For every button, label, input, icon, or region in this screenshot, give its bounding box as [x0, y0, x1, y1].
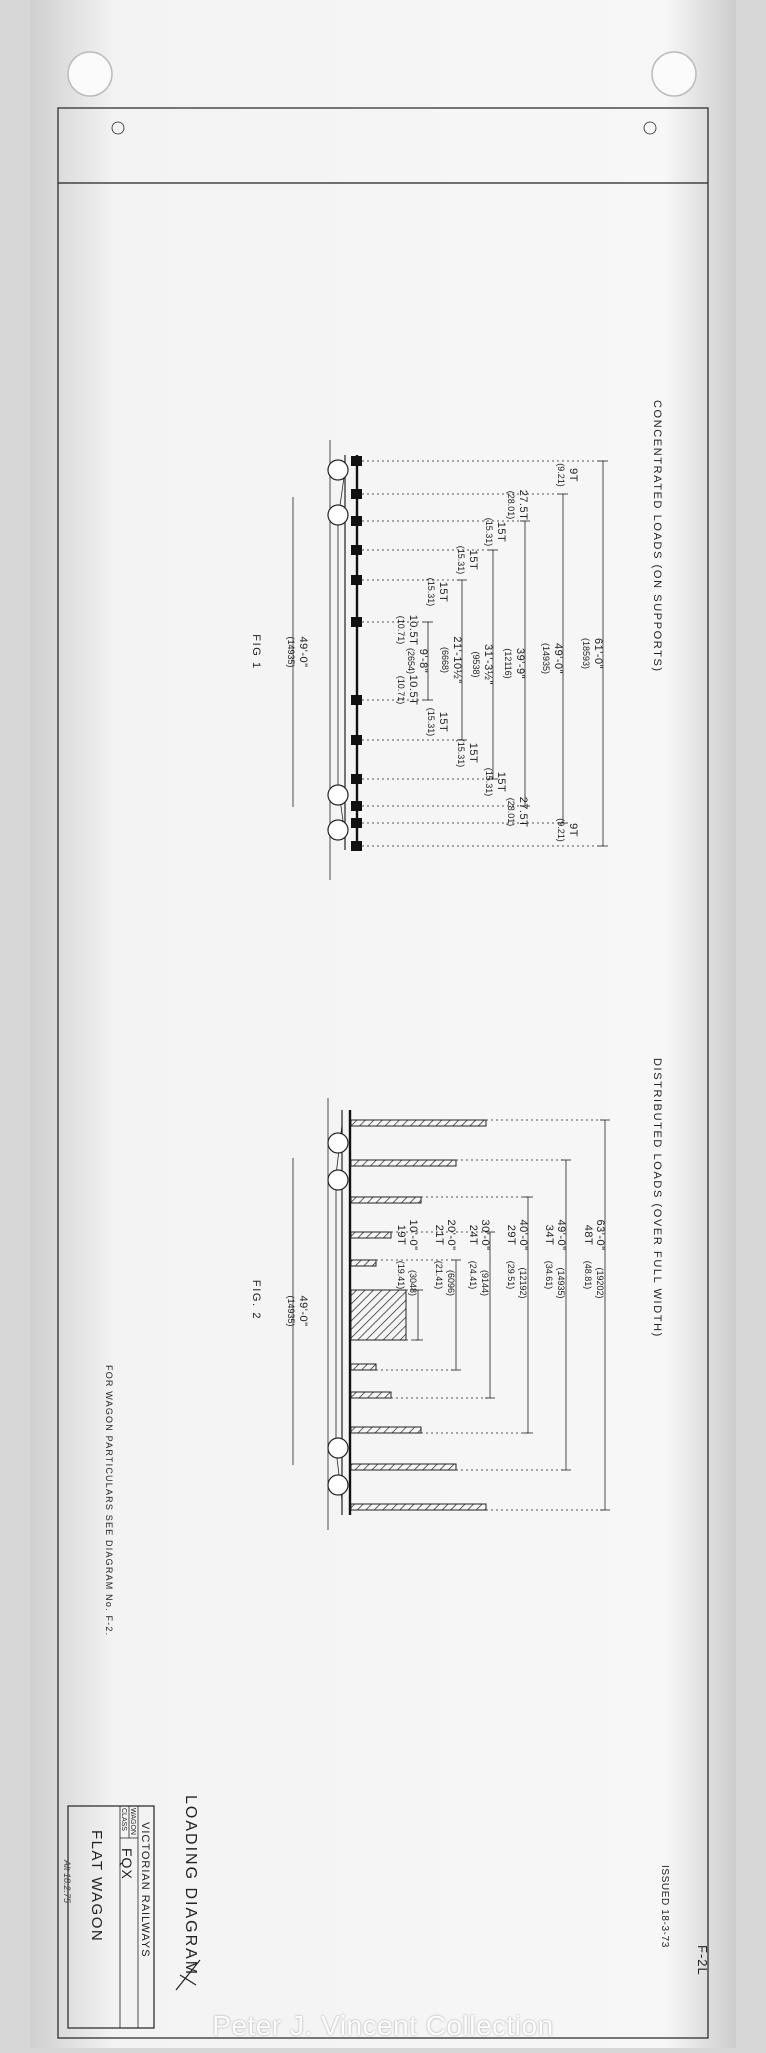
load-band-end	[351, 1427, 421, 1433]
load-band-start	[351, 1232, 391, 1238]
fig2-caption: FIG. 2	[250, 1279, 262, 1321]
band-length-metric: (3048)	[408, 1269, 418, 1297]
wheel	[328, 1438, 348, 1458]
band-length: 40'-0"	[517, 1219, 529, 1251]
fig1-caption: FIG 1	[250, 634, 262, 670]
band-load: 24T	[467, 1224, 479, 1246]
load-value: 15T	[467, 549, 479, 571]
support-block	[351, 818, 362, 828]
support-block	[351, 456, 362, 466]
class-label: CLASS	[120, 1808, 127, 1831]
load-value-metric: (15.31)	[456, 545, 466, 575]
load-value-metric: (15.31)	[484, 767, 494, 797]
wheel	[328, 1133, 348, 1153]
support-block	[351, 774, 362, 784]
load-band-centre	[351, 1290, 406, 1340]
band-load-metric: (24.41)	[468, 1260, 478, 1290]
band-load-metric: (21.41)	[434, 1260, 444, 1290]
load-value: 15T	[437, 711, 449, 733]
support-block	[351, 545, 362, 555]
wagon-label: WAGON	[129, 1808, 136, 1835]
wheel	[328, 785, 348, 805]
dimension-value-metric: (6668)	[440, 646, 450, 674]
dimension-value: 21'-10½"	[451, 636, 463, 684]
load-band-start	[351, 1260, 376, 1266]
band-length: 63'-0"	[594, 1219, 606, 1251]
wheel	[328, 1170, 348, 1190]
footnote: FOR WAGON PARTICULARS SEE DIAGRAM No. F-2.	[104, 1365, 114, 1637]
fig2-bogie-centres: 49'-0"	[297, 1295, 309, 1327]
support-block	[351, 575, 362, 585]
punch-hole-right	[652, 52, 696, 96]
load-value: 10.5T	[407, 674, 419, 706]
fig1-bogie-centres-metric: (14935)	[286, 636, 296, 668]
load-value-metric: (9.21)	[556, 463, 566, 487]
band-load: 19T	[395, 1224, 407, 1246]
band-length-metric: (6096)	[446, 1269, 456, 1297]
load-value: 9T	[567, 823, 579, 837]
fig1-heading: CONCENTRATED LOADS (ON SUPPORTS)	[651, 400, 663, 673]
support-block	[351, 489, 362, 499]
dimension-value: 31'-3½"	[482, 644, 494, 685]
band-load-metric: (34.61)	[544, 1260, 554, 1290]
support-block	[351, 801, 362, 811]
support-block	[351, 516, 362, 526]
dimension-value-metric: (9538)	[471, 651, 481, 678]
support-block	[351, 735, 362, 745]
load-value: 9T	[567, 468, 579, 482]
load-value: 27.5T	[517, 489, 529, 521]
band-load-metric: (29.51)	[506, 1260, 516, 1290]
load-value-metric: (15.31)	[426, 707, 436, 737]
wagon-type: FLAT WAGON	[88, 1830, 105, 1943]
band-length-metric: (19202)	[595, 1267, 605, 1299]
load-value-metric: (15.31)	[456, 738, 466, 768]
dimension-value-metric: (12116)	[503, 648, 513, 679]
fig2-bogie-centres-metric: (14935)	[286, 1295, 296, 1327]
support-block	[351, 841, 362, 851]
band-length: 20'-0"	[445, 1219, 457, 1251]
band-length: 49'-0"	[555, 1219, 567, 1251]
wheel	[328, 820, 348, 840]
support-block	[351, 695, 362, 705]
load-value-metric: (15.31)	[484, 517, 494, 547]
collection-credit: Peter J. Vincent Collection	[212, 2010, 554, 2041]
load-value-metric: (15.31)	[426, 577, 436, 607]
dimension-value: 61'-0"	[592, 637, 604, 670]
sheet-number: F-2L	[695, 1945, 710, 1976]
load-value-metric: (28.01)	[506, 797, 516, 827]
load-value: 10.5T	[407, 614, 419, 646]
fig2-heading: DISTRIBUTED LOADS (OVER FULL WIDTH)	[651, 1058, 663, 1338]
wheel	[328, 1475, 348, 1495]
diagram-title: LOADING DIAGRAM	[182, 1795, 199, 1977]
load-value: 15T	[495, 771, 507, 793]
paper	[30, 0, 736, 2048]
band-load-metric: (48.81)	[583, 1260, 593, 1290]
load-value-metric: (10.71)	[396, 675, 406, 705]
dimension-value-metric: (18593)	[581, 637, 591, 670]
load-band-start	[351, 1160, 456, 1166]
punch-hole-left	[68, 52, 112, 96]
class-code: FQX	[119, 1848, 135, 1880]
band-load: 48T	[582, 1224, 594, 1246]
load-band-start	[351, 1120, 486, 1126]
dimension-value-metric: (2654)	[406, 647, 416, 675]
load-value: 27.5T	[517, 796, 529, 828]
band-length-metric: (14935)	[556, 1267, 566, 1299]
wheel	[328, 505, 348, 525]
load-value: 15T	[437, 581, 449, 603]
load-value: 15T	[495, 521, 507, 543]
band-load: 29T	[505, 1224, 517, 1246]
load-band-start	[351, 1197, 421, 1203]
handwritten-note: Alt 18.2.75	[62, 1860, 72, 1904]
railway-name: VICTORIAN RAILWAYS	[139, 1822, 151, 1958]
load-value-metric: (10.71)	[396, 615, 406, 645]
band-length-metric: (9144)	[480, 1269, 490, 1297]
band-length: 30'-0"	[479, 1219, 491, 1251]
band-length-metric: (12192)	[518, 1267, 528, 1299]
load-value-metric: (28.01)	[506, 490, 516, 520]
dimension-value: 39'-9"	[514, 647, 526, 680]
support-block	[351, 617, 362, 627]
dimension-value: 49'-0"	[552, 642, 564, 675]
band-load: 21T	[433, 1224, 445, 1246]
load-band-end	[351, 1504, 486, 1510]
band-load: 34T	[543, 1224, 555, 1246]
dimension-value: 9'-8"	[417, 648, 429, 674]
load-band-end	[351, 1364, 376, 1370]
fig1-bogie-centres: 49'-0"	[297, 636, 309, 668]
dimension-value-metric: (14935)	[541, 642, 551, 675]
band-length: 10'-0"	[407, 1219, 419, 1251]
load-band-end	[351, 1464, 456, 1470]
issue-date: ISSUED 18-3-73	[659, 1865, 670, 1948]
band-load-metric: (19.41)	[396, 1260, 406, 1290]
load-band-end	[351, 1392, 391, 1398]
load-value: 15T	[467, 742, 479, 764]
load-value-metric: (9.21)	[556, 818, 566, 842]
wheel	[328, 460, 348, 480]
